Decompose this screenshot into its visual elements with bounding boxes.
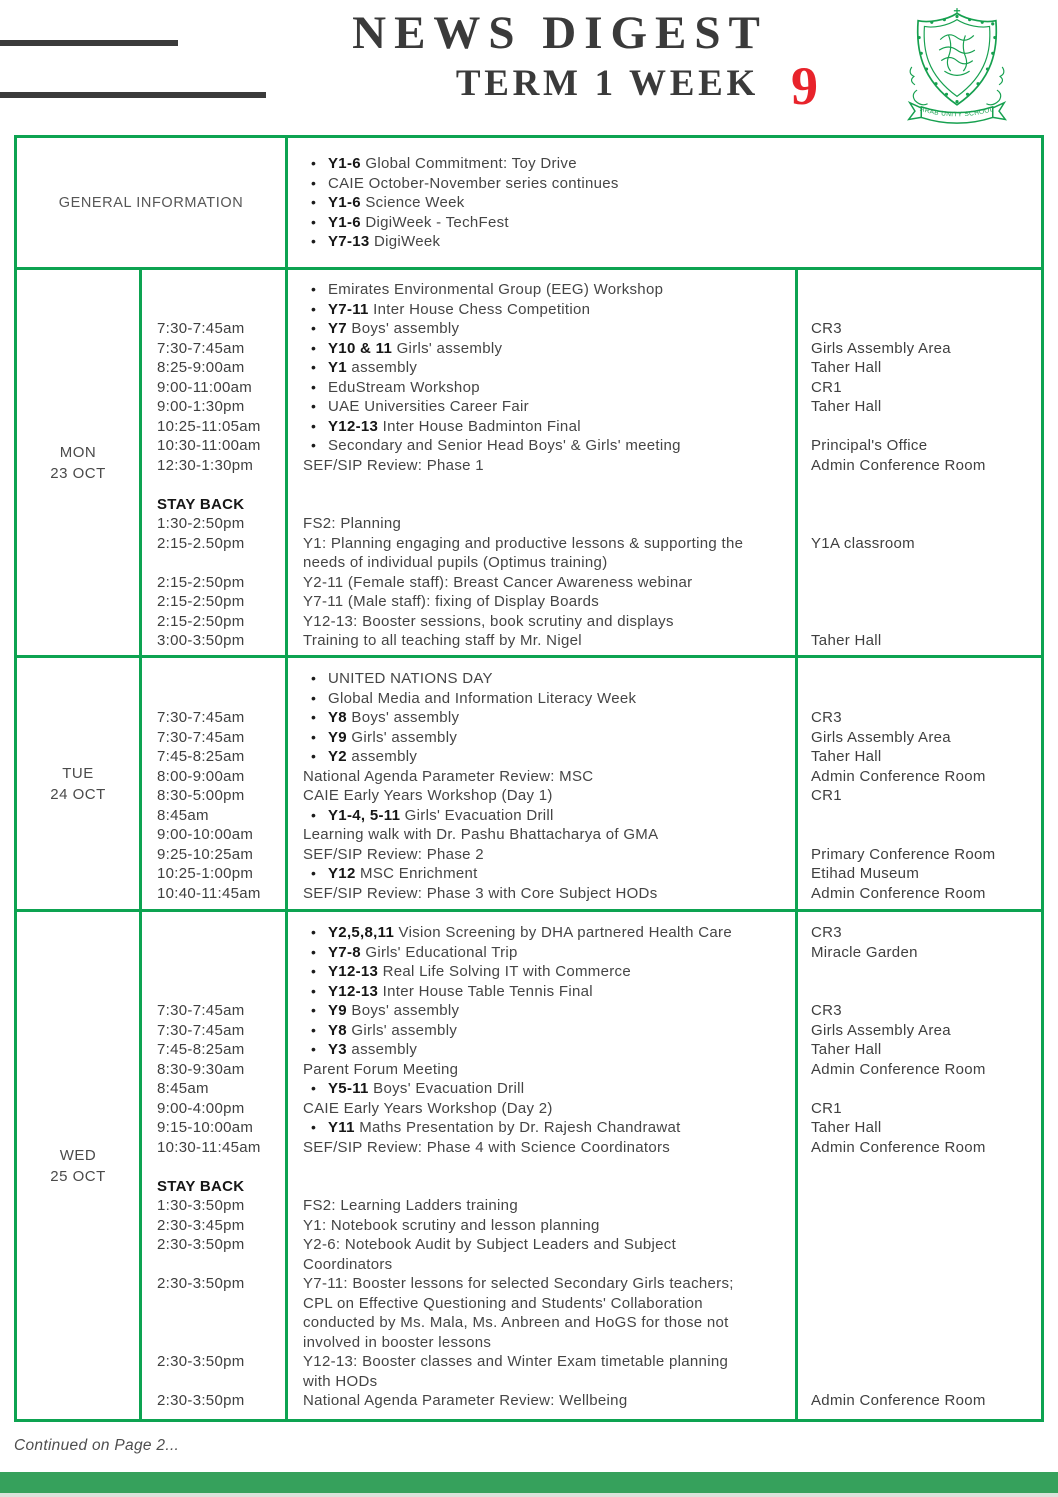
event-item: • Y8 Boys' assembly [311, 709, 460, 726]
location-item [811, 1196, 1041, 1216]
event-item: CAIE Early Years Workshop (Day 2) [303, 1099, 553, 1117]
events-column-tue [285, 658, 795, 909]
bullet-icon: • [311, 174, 317, 191]
event-item: National Agenda Parameter Review: MSC [303, 767, 594, 785]
time-slot: 9:25-10:25am [157, 845, 254, 863]
location-item [811, 1216, 1041, 1236]
event-item [303, 1177, 795, 1197]
location-item: Admin Conference Room [811, 1138, 986, 1156]
time-slot: 12:30-1:30pm [157, 456, 254, 474]
time-slot: 8:30-9:30am [157, 1060, 245, 1078]
time-slot: 8:00-9:00am [157, 767, 245, 785]
bullet-icon: • [311, 728, 317, 745]
day-date: 24 OCT [50, 785, 106, 803]
day-name: WED [59, 1146, 97, 1164]
time-slot: 7:30-7:45am [157, 728, 245, 746]
event-item: • Y5-11 Boys' Evacuation Drill [311, 1080, 525, 1097]
location-item [811, 1352, 1041, 1372]
bullet-icon: • [311, 359, 317, 375]
time-slot: 2:30-3:50pm [157, 1392, 245, 1409]
location-item: Taher Hall [811, 1041, 882, 1058]
location-item: Primary Conference Room [811, 845, 996, 863]
bullet-icon: • [311, 865, 317, 881]
location-item: Admin Conference Room [811, 1392, 986, 1409]
location-item [811, 806, 1041, 826]
time-slot: 2:15-2:50pm [157, 573, 245, 591]
event-item: • Y3 assembly [311, 1041, 418, 1058]
time-slot [157, 1333, 285, 1353]
location-item: CR3 [811, 709, 842, 726]
general-info-item: • Y1-6 Global Commitment: Toy Drive [311, 155, 577, 172]
time-slot: 3:00-3:50pm [157, 632, 245, 649]
general-info-item: • Y1-6 Science Week [311, 194, 465, 211]
event-item: SEF/SIP Review: Phase 4 with Science Coordinators [303, 1138, 671, 1156]
time-slot: 9:00-10:00am [157, 826, 254, 843]
day-name: TUE [62, 764, 94, 782]
location-item [811, 1274, 1041, 1294]
location-item: CR3 [811, 320, 842, 337]
event-item: Y7-11 (Male staff): fixing of Display Boards [303, 593, 600, 610]
events-column-mon [285, 270, 795, 655]
schedule-row-wed [17, 909, 1041, 1419]
times-column-wed [139, 912, 285, 1419]
time-slot: STAY BACK [157, 1177, 245, 1195]
time-slot [157, 962, 285, 982]
time-slot [157, 923, 285, 943]
continued-note: Continued on Page 2... [14, 1437, 180, 1454]
time-slot: 9:00-11:00am [157, 378, 253, 396]
event-item: Parent Forum Meeting [303, 1060, 459, 1078]
time-slot: 1:30-3:50pm [157, 1197, 245, 1214]
time-slot [157, 982, 285, 1002]
event-item: • Secondary and Senior Head Boys' & Girls' meeting [311, 437, 681, 454]
location-item: Taher Hall [811, 748, 882, 765]
day-cell-tue [17, 658, 139, 909]
event-item: • Y7-8 Girls' Educational Trip [311, 943, 518, 961]
bottom-green-bar [0, 1472, 1058, 1493]
page-subtitle: TERM 1 WEEK [455, 62, 759, 104]
time-slot: 7:45-8:25am [157, 748, 245, 765]
logo-banner-text: ARAB UNITY SCHOOL [919, 105, 995, 119]
time-slot: 2:30-3:50pm [157, 1236, 245, 1253]
day-date: 23 OCT [50, 464, 106, 482]
location-item [811, 1313, 1041, 1333]
time-slot: 1:30-2:50pm [157, 515, 245, 532]
time-slot: 7:45-8:25am [157, 1041, 245, 1058]
location-item: Taher Hall [811, 1119, 882, 1136]
time-slot [157, 1372, 285, 1392]
location-item [811, 982, 1041, 1002]
times-column-tue [139, 658, 285, 909]
times-column-mon [139, 270, 285, 655]
event-item: • Y10 & 11 Girls' assembly [311, 339, 503, 357]
bullet-icon: • [311, 300, 317, 317]
bullet-icon: • [311, 398, 317, 414]
location-item: Taher Hall [811, 398, 882, 415]
location-item: CR3 [811, 1002, 842, 1019]
time-slot [157, 1313, 285, 1333]
school-logo-icon [903, 6, 1011, 130]
event-item: • Y9 Girls' assembly [311, 728, 458, 746]
location-item: Etihad Museum [811, 865, 920, 882]
location-item [811, 300, 1041, 320]
location-item [811, 495, 1041, 515]
time-slot: 9:15-10:00am [157, 1119, 254, 1136]
schedule-row-mon [17, 267, 1041, 655]
location-item: Admin Conference Room [811, 456, 986, 474]
time-slot: 7:30-7:45am [157, 1021, 245, 1039]
event-item: Y12-13: Booster sessions, book scrutiny and displays [303, 612, 674, 630]
event-item: • Y2,5,8,11 Vision Screening by DHA partnered Health Care [311, 924, 732, 941]
location-item: CR3 [811, 924, 842, 941]
location-item [811, 1235, 1041, 1255]
location-item [811, 514, 1041, 534]
time-slot: 2:30-3:50pm [157, 1353, 245, 1370]
event-item: • Y7-11 Inter House Chess Competition [311, 300, 591, 318]
time-slot: 9:00-4:00pm [157, 1099, 245, 1117]
time-slot: 8:30-5:00pm [157, 787, 245, 804]
event-item: • Emirates Environmental Group (EEG) Workshop [311, 281, 664, 298]
time-slot [157, 1294, 285, 1314]
bullet-icon: • [311, 1021, 317, 1038]
bullet-icon: • [311, 982, 317, 999]
location-item: Girls Assembly Area [811, 339, 951, 357]
location-item: Taher Hall [811, 632, 882, 649]
general-info-items [285, 138, 1041, 267]
general-info-label: GENERAL INFORMATION [58, 194, 244, 211]
location-item [811, 280, 1041, 300]
time-slot: 10:25-11:05am [157, 417, 261, 435]
event-item: Y12-13: Booster classes and Winter Exam timetable planning [303, 1353, 729, 1370]
time-slot: 8:45am [157, 1080, 209, 1097]
day-cell-mon [17, 270, 139, 655]
location-item [811, 1079, 1041, 1099]
location-item: Principal's Office [811, 437, 928, 454]
time-slot: 2:30-3:45pm [157, 1216, 245, 1234]
location-item [811, 475, 1041, 495]
event-item: involved in booster lessons [303, 1333, 492, 1351]
general-info-item: • CAIE October-November series continues [311, 174, 619, 192]
bullet-icon: • [311, 709, 317, 725]
location-item [811, 573, 1041, 593]
bullet-icon: • [311, 963, 317, 979]
time-slot [157, 669, 285, 689]
location-item [811, 417, 1041, 437]
event-item: Training to all teaching staff by Mr. Nigel [303, 632, 582, 649]
location-item [811, 669, 1041, 689]
bullet-icon: • [311, 281, 317, 297]
bullet-icon: • [311, 1041, 317, 1057]
event-item: • UAE Universities Career Fair [311, 398, 529, 415]
event-item: SEF/SIP Review: Phase 2 [303, 845, 484, 863]
bullet-icon: • [311, 155, 317, 171]
time-slot: 2:15-2:50pm [157, 593, 245, 610]
time-slot [157, 280, 285, 300]
locations-column-mon [795, 270, 1041, 655]
bullet-icon: • [311, 943, 317, 960]
location-item [811, 592, 1041, 612]
event-item: Y7-11: Booster lessons for selected Secondary Girls teachers; [303, 1275, 734, 1292]
decorative-line-bottom [0, 92, 266, 98]
location-item [811, 612, 1041, 632]
time-slot: 2:15-2.50pm [157, 534, 245, 552]
event-item: Y2-6: Notebook Audit by Subject Leaders and Subject [303, 1236, 677, 1253]
event-item: needs of individual pupils (Optimus training) [303, 554, 608, 571]
time-slot [157, 1255, 285, 1275]
event-item [303, 1157, 795, 1177]
location-item [811, 553, 1041, 573]
event-item: • Y8 Girls' assembly [311, 1021, 458, 1039]
bullet-icon: • [311, 1119, 317, 1135]
event-item: • Y1-4, 5-11 Girls' Evacuation Drill [311, 806, 554, 824]
event-item: National Agenda Parameter Review: Wellbeing [303, 1392, 628, 1409]
location-item: Admin Conference Room [811, 1060, 986, 1078]
event-item: • Y11 Maths Presentation by Dr. Rajesh Chandrawat [311, 1119, 681, 1136]
time-slot [157, 300, 285, 320]
location-item: Taher Hall [811, 359, 882, 376]
event-item: • Y2 assembly [311, 748, 418, 765]
location-item [811, 1372, 1041, 1392]
event-item: CAIE Early Years Workshop (Day 1) [303, 787, 553, 804]
day-date: 25 OCT [50, 1167, 106, 1185]
time-slot: 2:30-3:50pm [157, 1275, 245, 1292]
general-info-item: • Y7-13 DigiWeek [311, 233, 441, 250]
event-item: • Y1 assembly [311, 359, 418, 376]
event-item [303, 495, 795, 515]
bullet-icon: • [311, 1002, 317, 1018]
event-item: • Global Media and Information Literacy Week [311, 689, 637, 707]
bullet-icon: • [311, 320, 317, 336]
bullet-icon: • [311, 417, 317, 434]
time-slot: 8:25-9:00am [157, 359, 245, 376]
time-slot [157, 475, 285, 495]
event-item: • Y12-13 Inter House Badminton Final [311, 417, 581, 435]
decorative-line-top [0, 40, 178, 46]
bullet-icon: • [311, 233, 317, 249]
time-slot [157, 943, 285, 963]
bullet-icon: • [311, 748, 317, 764]
location-item: Girls Assembly Area [811, 1021, 951, 1039]
location-item: CR1 [811, 378, 842, 396]
time-slot: 9:00-1:30pm [157, 398, 245, 415]
time-slot [157, 1157, 285, 1177]
locations-column-wed [795, 912, 1041, 1419]
event-item: • Y12-13 Inter House Table Tennis Final [311, 982, 593, 1000]
location-item [811, 1177, 1041, 1197]
location-item [811, 962, 1041, 982]
event-item: FS2: Planning [303, 515, 402, 532]
day-name: MON [59, 443, 97, 461]
location-item [811, 1294, 1041, 1314]
bullet-icon: • [311, 213, 317, 230]
bullet-icon: • [311, 806, 317, 823]
bullet-icon: • [311, 689, 317, 706]
day-cell-wed [17, 912, 139, 1419]
location-item: Girls Assembly Area [811, 728, 951, 746]
location-item: Y1A classroom [811, 534, 915, 552]
page-title: NEWS DIGEST [352, 7, 768, 59]
location-item [811, 1255, 1041, 1275]
time-slot: 10:30-11:45am [157, 1138, 261, 1156]
event-item: • EduStream Workshop [311, 378, 480, 396]
general-info-item: • Y1-6 DigiWeek - TechFest [311, 213, 509, 231]
bullet-icon: • [311, 924, 317, 940]
location-item [811, 689, 1041, 709]
event-item: • Y7 Boys' assembly [311, 320, 460, 337]
locations-column-tue [795, 658, 1041, 909]
location-item [811, 1333, 1041, 1353]
location-item [811, 1157, 1041, 1177]
event-item: CPL on Effective Questioning and Students' Collaboration [303, 1294, 703, 1312]
time-slot: STAY BACK [157, 495, 245, 513]
time-slot: 2:15-2:50pm [157, 612, 245, 630]
event-item: Y1: Planning engaging and productive lessons & supporting the [303, 534, 744, 552]
events-column-wed [285, 912, 795, 1419]
location-item: CR1 [811, 787, 842, 804]
location-item: Miracle Garden [811, 943, 918, 961]
time-slot: 10:30-11:00am [157, 437, 261, 454]
event-item: SEF/SIP Review: Phase 1 [303, 456, 484, 474]
bullet-icon: • [311, 670, 317, 686]
event-item: • Y9 Boys' assembly [311, 1002, 460, 1019]
time-slot: 10:25-1:00pm [157, 865, 254, 882]
event-item: Y1: Notebook scrutiny and lesson planning [303, 1216, 600, 1234]
time-slot [157, 689, 285, 709]
week-number: 9 [791, 55, 818, 116]
bullet-icon: • [311, 194, 317, 210]
event-item: • Y12 MSC Enrichment [311, 865, 478, 882]
time-slot: 7:30-7:45am [157, 339, 245, 357]
event-item: Coordinators [303, 1255, 393, 1273]
time-slot: 8:45am [157, 806, 209, 824]
header [300, 7, 820, 116]
event-item: Learning walk with Dr. Pashu Bhattacharya of GMA [303, 826, 659, 843]
event-item: with HODs [303, 1372, 378, 1390]
time-slot: 10:40-11:45am [157, 884, 261, 902]
event-item: FS2: Learning Ladders training [303, 1197, 518, 1214]
location-item: CR1 [811, 1099, 842, 1117]
location-item [811, 825, 1041, 845]
bullet-icon: • [311, 1080, 317, 1096]
event-item [303, 475, 795, 495]
event-item: • Y12-13 Real Life Solving IT with Commerce [311, 963, 631, 980]
time-slot [157, 553, 285, 573]
schedule-row-tue [17, 655, 1041, 909]
location-item: Admin Conference Room [811, 767, 986, 785]
event-item: Y2-11 (Female staff): Breast Cancer Awareness webinar [303, 573, 693, 591]
bottom-light-strip [0, 1493, 1058, 1497]
time-slot: 7:30-7:45am [157, 320, 245, 337]
bullet-icon: • [311, 339, 317, 356]
event-item: conducted by Ms. Mala, Ms. Anbreen and HoGS for those not [303, 1314, 729, 1331]
general-info-row [17, 138, 1041, 267]
location-item: Admin Conference Room [811, 884, 986, 902]
time-slot: 7:30-7:45am [157, 709, 245, 726]
schedule-table [14, 135, 1044, 1422]
bullet-icon: • [311, 437, 317, 453]
bullet-icon: • [311, 378, 317, 395]
event-item: • UNITED NATIONS DAY [311, 670, 493, 687]
event-item: SEF/SIP Review: Phase 3 with Core Subject HODs [303, 884, 658, 902]
time-slot: 7:30-7:45am [157, 1002, 245, 1019]
